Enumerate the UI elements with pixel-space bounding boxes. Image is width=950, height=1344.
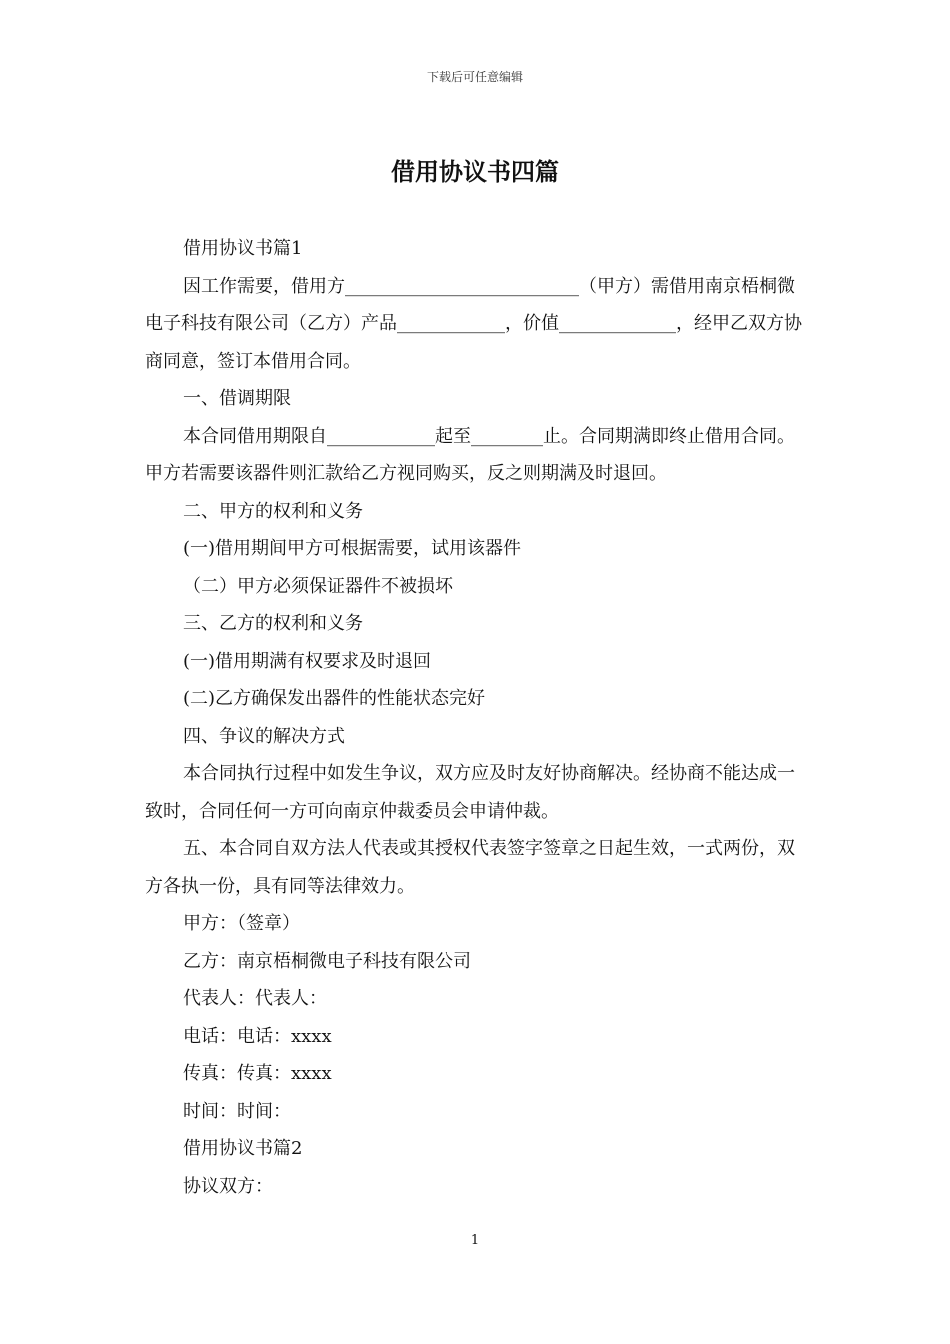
intro-paragraph: 因工作需要，借用方__________________________（甲方）需借用南京梧桐微电子科技有限公司（乙方）产品____________，价值_____________，经甲乙双方协商同意，签订本借用合同。 <box>145 275 802 372</box>
clause-heading-party-b: 三、乙方的权利和义务 <box>183 613 363 634</box>
signature-fax: 传真：传真：xxxx <box>183 1063 332 1084</box>
document-title: 借用协议书四篇 <box>391 157 559 186</box>
signature-party-b: 乙方：南京梧桐微电子科技有限公司 <box>183 950 471 972</box>
term-paragraph: 本合同借用期限自____________起至________止。合同期满即终止借用合同。甲方若需要该器件则汇款给乙方视同购买，反之则期满及时退回。 <box>145 425 795 484</box>
header-note: 下载后可任意编辑 <box>426 70 523 84</box>
page-number: 1 <box>470 1233 480 1248</box>
party-a-item-2: （二）甲方必须保证器件不被损坏 <box>183 575 453 597</box>
party-b-item-1: (一)借用期满有权要求及时退回 <box>183 650 432 672</box>
signature-date: 时间：时间： <box>183 1100 291 1122</box>
signature-party-a: 甲方：（签章） <box>183 913 300 934</box>
effective-paragraph: 五、本合同自双方法人代表或其授权代表签字签章之日起生效，一式两份，双方各执一份，具有同等法律效力。 <box>145 838 795 897</box>
clause-heading-dispute: 四、争议的解决方式 <box>183 725 345 747</box>
clause-heading-term: 一、借调期限 <box>183 388 291 409</box>
parties-label: 协议双方： <box>183 1175 273 1197</box>
party-a-item-1: (一)借用期间甲方可根据需要，试用该器件 <box>183 538 522 559</box>
clause-heading-party-a: 二、甲方的权利和义务 <box>183 500 363 522</box>
document-body <box>145 230 810 1205</box>
signature-phone: 电话：电话：xxxx <box>183 1025 332 1047</box>
signature-representative: 代表人：代表人： <box>183 988 327 1009</box>
section-heading-1: 借用协议书篇1 <box>183 238 303 259</box>
dispute-paragraph: 本合同执行过程中如发生争议，双方应及时友好协商解决。经协商不能达成一致时，合同任何一方可向南京仲裁委员会申请仲裁。 <box>145 763 795 822</box>
section-heading-2: 借用协议书篇2 <box>183 1138 303 1159</box>
party-b-item-2: (二)乙方确保发出器件的性能状态完好 <box>183 688 486 709</box>
